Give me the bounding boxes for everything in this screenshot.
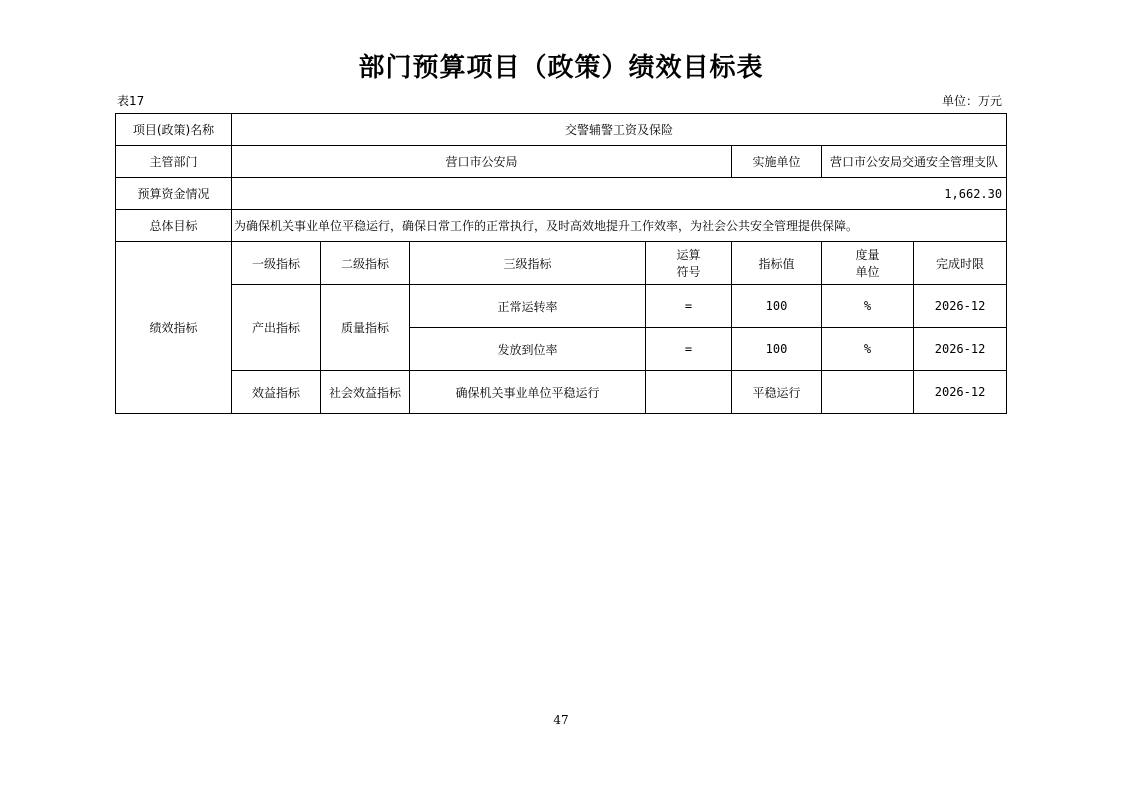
budget-label: 预算资金情况 xyxy=(116,178,232,210)
table-row-perf-header xyxy=(116,242,1007,285)
table-row-budget xyxy=(116,178,1007,210)
indicator-deadline: 2026-12 xyxy=(914,328,1007,371)
indicator-name: 正常运转率 xyxy=(410,285,646,328)
indicator-unit xyxy=(822,371,914,414)
indicator-operator: = xyxy=(646,328,732,371)
indicator-deadline: 2026-12 xyxy=(914,285,1007,328)
indicator-unit: % xyxy=(822,285,914,328)
indicator-unit: % xyxy=(822,328,914,371)
table-row-project-name xyxy=(116,114,1007,146)
table-row-goal xyxy=(116,210,1007,242)
table-number: 表17 xyxy=(117,94,145,108)
project-name-value: 交警辅警工资及保险 xyxy=(232,114,1007,146)
header-level2: 二级指标 xyxy=(321,242,410,285)
output-level2: 质量指标 xyxy=(321,285,410,371)
table-row-department xyxy=(116,146,1007,178)
header-deadline: 完成时限 xyxy=(914,242,1007,285)
indicator-value: 平稳运行 xyxy=(732,371,822,414)
table-row xyxy=(116,371,1007,414)
table-row xyxy=(116,285,1007,328)
indicator-value: 100 xyxy=(732,328,822,371)
indicator-name: 发放到位率 xyxy=(410,328,646,371)
benefit-level2: 社会效益指标 xyxy=(321,371,410,414)
page-number: 47 xyxy=(553,713,569,727)
header-operator xyxy=(646,242,732,285)
benefit-level1: 效益指标 xyxy=(232,371,321,414)
goal-value: 为确保机关事业单位平稳运行，确保日常工作的正常执行，及时高效地提升工作效率，为社会公共安全管理提供保障。 xyxy=(232,210,1007,242)
header-unit xyxy=(822,242,914,285)
header-operator-line1: 运算 xyxy=(676,248,701,262)
indicator-name: 确保机关事业单位平稳运行 xyxy=(410,371,646,414)
budget-value: 1,662.30 xyxy=(232,178,1007,210)
indicator-operator xyxy=(646,371,732,414)
indicator-deadline: 2026-12 xyxy=(914,371,1007,414)
unit-label: 单位：万元 xyxy=(941,94,1002,108)
page-title: 部门预算项目（政策）绩效目标表 xyxy=(358,53,764,83)
project-name-label: 项目(政策)名称 xyxy=(116,114,232,146)
goal-label: 总体目标 xyxy=(116,210,232,242)
header-unit-line1: 度量 xyxy=(855,248,880,262)
department-label: 主管部门 xyxy=(116,146,232,178)
header-level3: 三级指标 xyxy=(410,242,646,285)
indicator-value: 100 xyxy=(732,285,822,328)
implementing-unit-label: 实施单位 xyxy=(732,146,822,178)
performance-target-table xyxy=(115,113,1007,414)
header-operator-line2: 符号 xyxy=(676,265,701,279)
indicator-operator: = xyxy=(646,285,732,328)
department-value: 营口市公安局 xyxy=(232,146,732,178)
output-level1: 产出指标 xyxy=(232,285,321,371)
implementing-unit-value: 营口市公安局交通安全管理支队 xyxy=(822,146,1007,178)
header-value: 指标值 xyxy=(732,242,822,285)
header-unit-line2: 单位 xyxy=(855,265,880,279)
header-level1: 一级指标 xyxy=(232,242,321,285)
perf-label: 绩效指标 xyxy=(116,242,232,414)
